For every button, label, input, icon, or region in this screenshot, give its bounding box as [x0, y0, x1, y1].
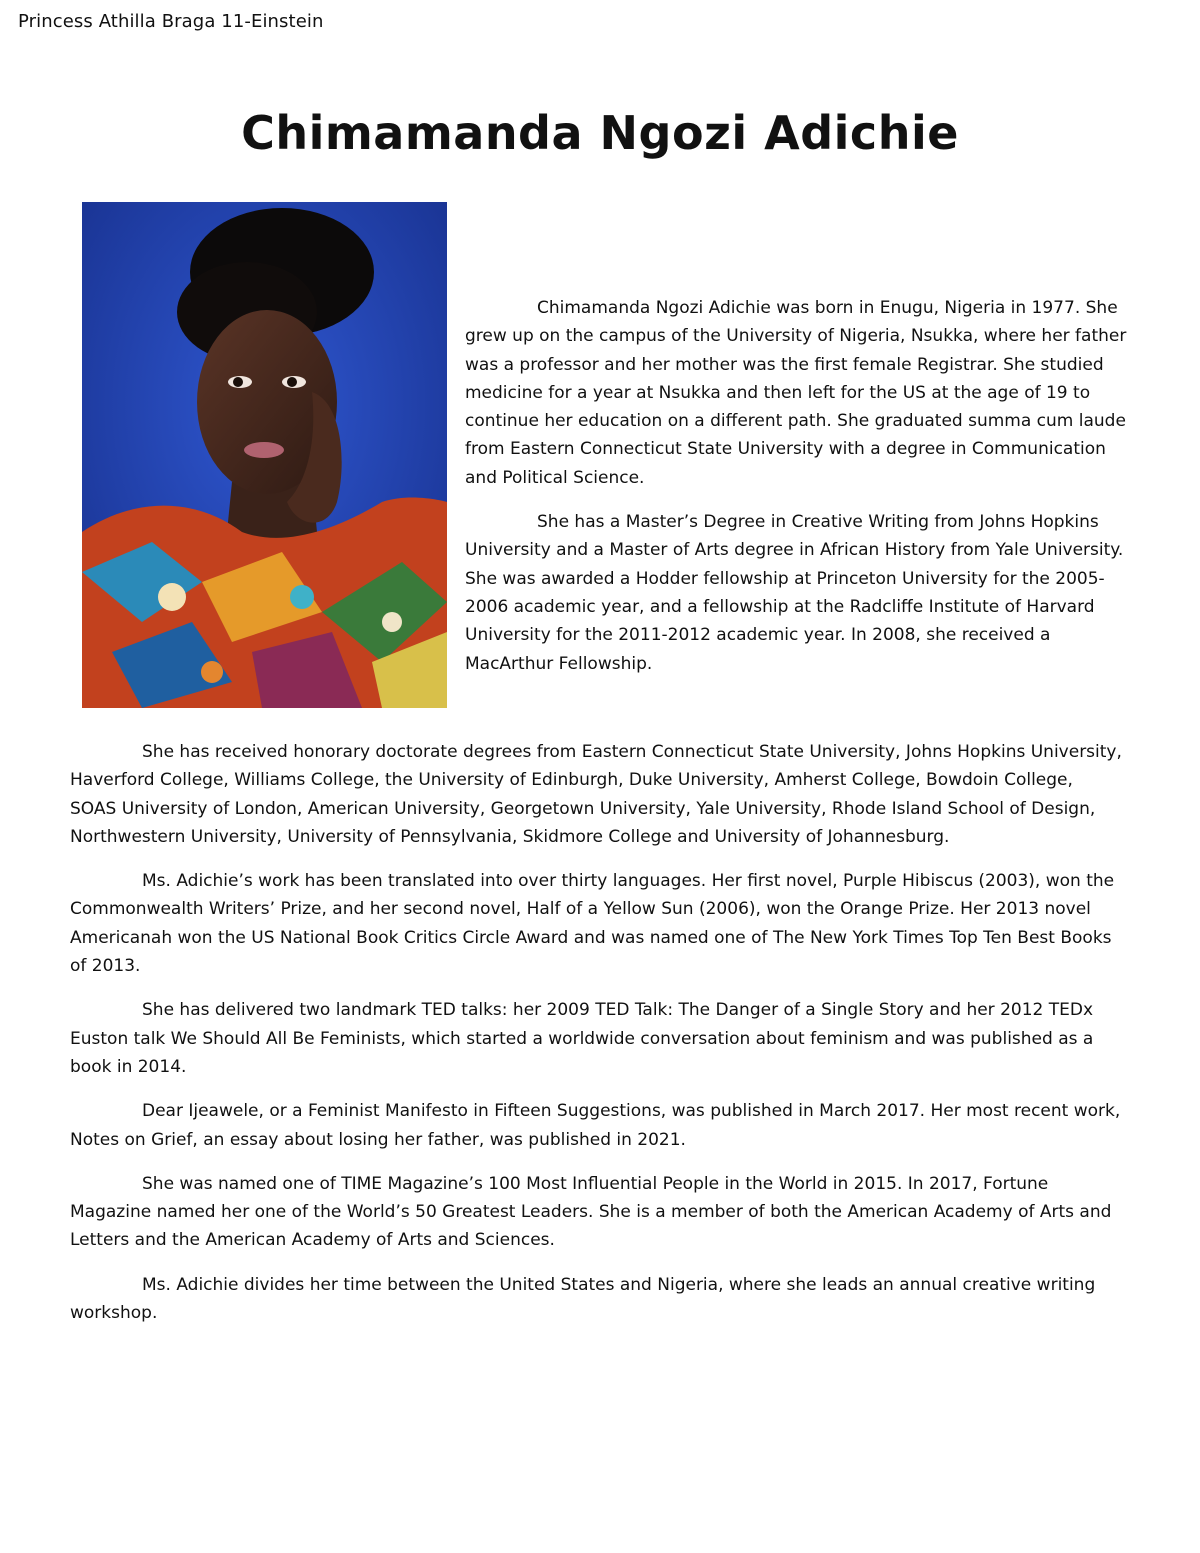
paragraph-recent-work: Dear Ijeawele, or a Feminist Manifesto in Fifteen Suggestions, was published in March 2017. Her most recent work, Notes on Grief, an essay about losing her father, was published in 2021.: [70, 1101, 1121, 1150]
paragraph-honorary: She has received honorary doctorate degrees from Eastern Connecticut State University, Johns Hopkins University, Haverford College, Williams College, the University of Edinburgh, Duke University, Amherst College, Bowdoin College, SOAS University of London, American University, Georgetown University, Yale University, Rhode Island School of Design, Northwestern University, University of Pennsylvania, Skidmore College and University of Johannesburg.: [70, 742, 1122, 847]
paragraph-novels: Ms. Adichie’s work has been translated into over thirty languages. Her first novel, Purple Hibiscus (2003), won the Commonwealth Writers’ Prize, and her second novel, Half of a Yellow Sun (2006), won the Orange Prize. Her 2013 novel Americanah won the US National Book Critics Circle Award and was named one of The New York Times Top Ten Best Books of 2013.: [70, 871, 1115, 977]
paragraph-recognition: She was named one of TIME Magazine’s 100 Most Influential People in the World in 2015. In 2017, Fortune Magazine named her one of the World’s 50 Greatest Leaders. She is a member of both the American Academy of Arts and Letters and the American Academy of Arts and Sciences.: [70, 1173, 1112, 1251]
page-title: Chimamanda Ngozi Adichie: [241, 105, 959, 160]
paragraph-birth: Chimamanda Ngozi Adichie was born in Enugu, Nigeria in 1977. She grew up on the campus of the University of Nigeria, Nsukka, where her father was a professor and her mother was the first female Registrar. She studied medicine for a year at Nsukka and then left for the US at the age of 19 to continue her education on a different path. She graduated summa cum laude from Eastern Connecticut State University with a degree in Communication and Political Science.: [465, 298, 1127, 488]
paragraph-degrees: She has a Master’s Degree in Creative Writing from Johns Hopkins University and a Master of Arts degree in African History from Yale University. She was awarded a Hodder fellowship at Princeton University for the 2005-2006 academic year, and a fellowship at the Radcliffe Institute of Harvard University for the 2011-2012 academic year. In 2008, she received a MacArthur Fellowship.: [465, 512, 1124, 674]
body-text-column: [70, 738, 1122, 1343]
side-text-column: [465, 294, 1135, 694]
portrait-photo: [82, 202, 447, 708]
paragraph-ted-talks: She has delivered two landmark TED talks: her 2009 TED Talk: The Danger of a Single Story and her 2012 TEDx Euston talk We Should All Be Feminists, which started a worldwide conversation about feminism and was published as a book in 2014.: [70, 1000, 1094, 1077]
author-header: Princess Athilla Braga 11-Einstein: [18, 11, 324, 32]
paragraph-residence: Ms. Adichie divides her time between the United States and Nigeria, where she leads an annual creative writing workshop.: [70, 1274, 1096, 1324]
